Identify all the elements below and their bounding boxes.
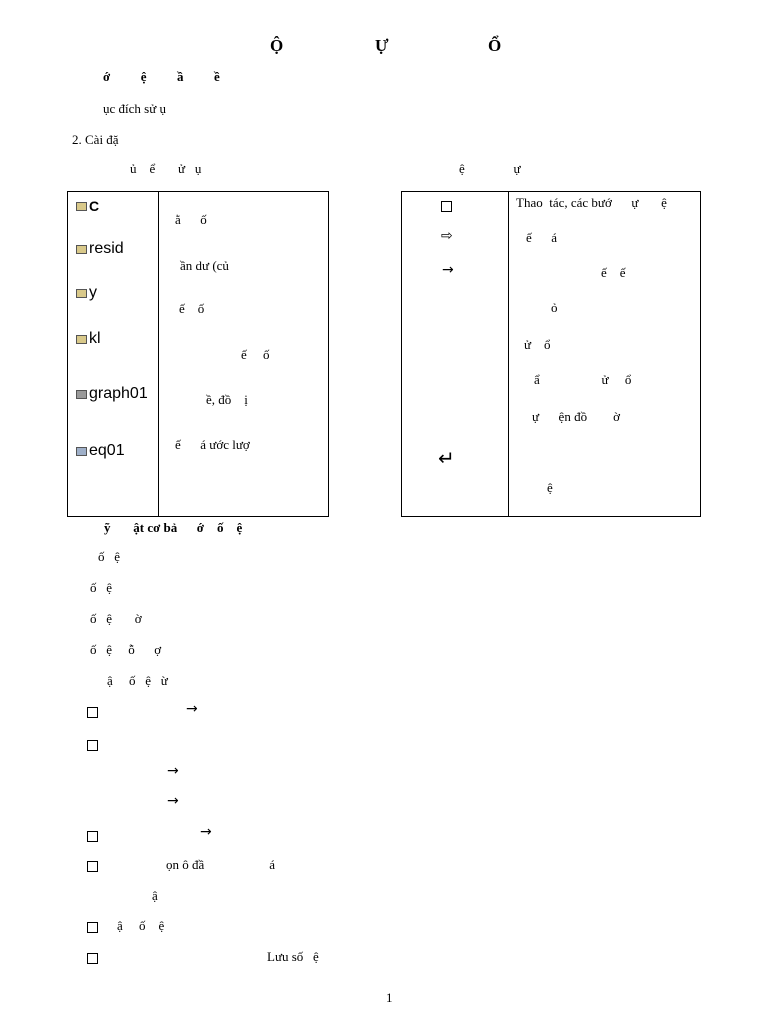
equation-icon: [76, 447, 87, 456]
object-y[interactable]: [76, 284, 97, 302]
heading-part: ầ: [176, 69, 184, 84]
process-text: ử ổ: [524, 337, 551, 352]
process-symbols-table: [401, 191, 701, 517]
arrow-right-icon: →: [167, 763, 179, 779]
doc-title-part-2: Ự: [375, 36, 389, 55]
enter-arrow-icon: ↵: [438, 446, 455, 470]
object-kl[interactable]: [76, 330, 101, 348]
object-c[interactable]: [76, 198, 99, 214]
bullet-text: ậ ố ệ: [117, 918, 165, 933]
arrow-right-icon: →: [200, 824, 212, 840]
list-item: ố ệ ờ: [90, 611, 142, 626]
list-item: ố ệ: [90, 580, 113, 595]
coef-icon: [76, 202, 87, 211]
object-eq01[interactable]: [76, 442, 125, 460]
process-text: ế á: [526, 230, 558, 245]
bullet-box-icon: [87, 739, 98, 755]
process-text: ệ: [547, 480, 553, 495]
object-name: resid: [89, 240, 124, 257]
bullet-text: ọn ô đầ á: [166, 857, 276, 872]
object-name: y: [89, 284, 97, 301]
object-graph01[interactable]: [76, 385, 148, 403]
object-description: ế ố: [241, 347, 270, 362]
heading-part: ớ: [103, 69, 111, 84]
bullet-box-icon: [87, 706, 98, 722]
right-table-caption: ệ ự: [459, 161, 521, 176]
object-resid[interactable]: [76, 240, 124, 258]
object-description: ế á ước lượ: [175, 437, 250, 452]
page-number: 1: [386, 990, 393, 1005]
bullet-box-icon: [87, 860, 98, 876]
doc-title-part-1: Ộ: [270, 36, 284, 55]
bullet-box-icon: [87, 921, 98, 937]
arrow-right-icon: →: [442, 262, 454, 278]
section-heading-2: ỹ ật cơ bả ớ ố ệ: [104, 520, 243, 535]
process-text: ế ế: [601, 265, 626, 280]
bullet-box-icon: [87, 830, 98, 846]
arrow-right-icon: →: [186, 701, 198, 717]
hollow-arrow-icon: ⇨: [441, 228, 453, 244]
object-name: C: [89, 198, 100, 214]
bullet-text: ậ: [152, 888, 158, 903]
series-icon: [76, 335, 87, 344]
process-text: Thao tác, các bướ ự ệ: [516, 195, 667, 210]
list-item: ố ệ ỗ ợ: [90, 642, 162, 657]
heading-part: ệ: [140, 69, 147, 84]
bullet-text: Lưu số ệ: [267, 949, 319, 964]
object-description: ần dư (củ: [180, 258, 229, 273]
process-text: ẩ ử ổ: [534, 372, 632, 387]
graph-icon: [76, 390, 87, 399]
left-table-caption: ủ ể ử ụ: [130, 161, 202, 176]
series-icon: [76, 245, 87, 254]
list-item: ố ệ: [98, 549, 121, 564]
arrow-right-icon: →: [167, 793, 179, 809]
object-description: ằ ố: [175, 212, 207, 227]
section-heading-1: [103, 69, 220, 85]
workfile-objects-table: [67, 191, 329, 517]
purpose-line: ục đích sử ụ: [103, 101, 167, 116]
object-description: ề, đồ ị: [206, 392, 248, 407]
process-text: ỏ: [551, 300, 558, 315]
square-symbol-icon: [441, 200, 452, 216]
doc-title-part-3: Ổ: [488, 36, 502, 55]
object-name: eq01: [89, 442, 125, 459]
object-name: graph01: [89, 385, 148, 402]
series-icon: [76, 289, 87, 298]
bullet-box-icon: [87, 952, 98, 968]
object-description: ế ố: [179, 301, 205, 316]
process-text: ự ện đồ ờ: [532, 409, 620, 424]
object-name: kl: [89, 330, 101, 347]
heading-part: ề: [213, 69, 220, 84]
list-item: ậ ố ệ ừ: [107, 673, 168, 688]
install-line: 2. Cài đặ: [72, 132, 119, 147]
